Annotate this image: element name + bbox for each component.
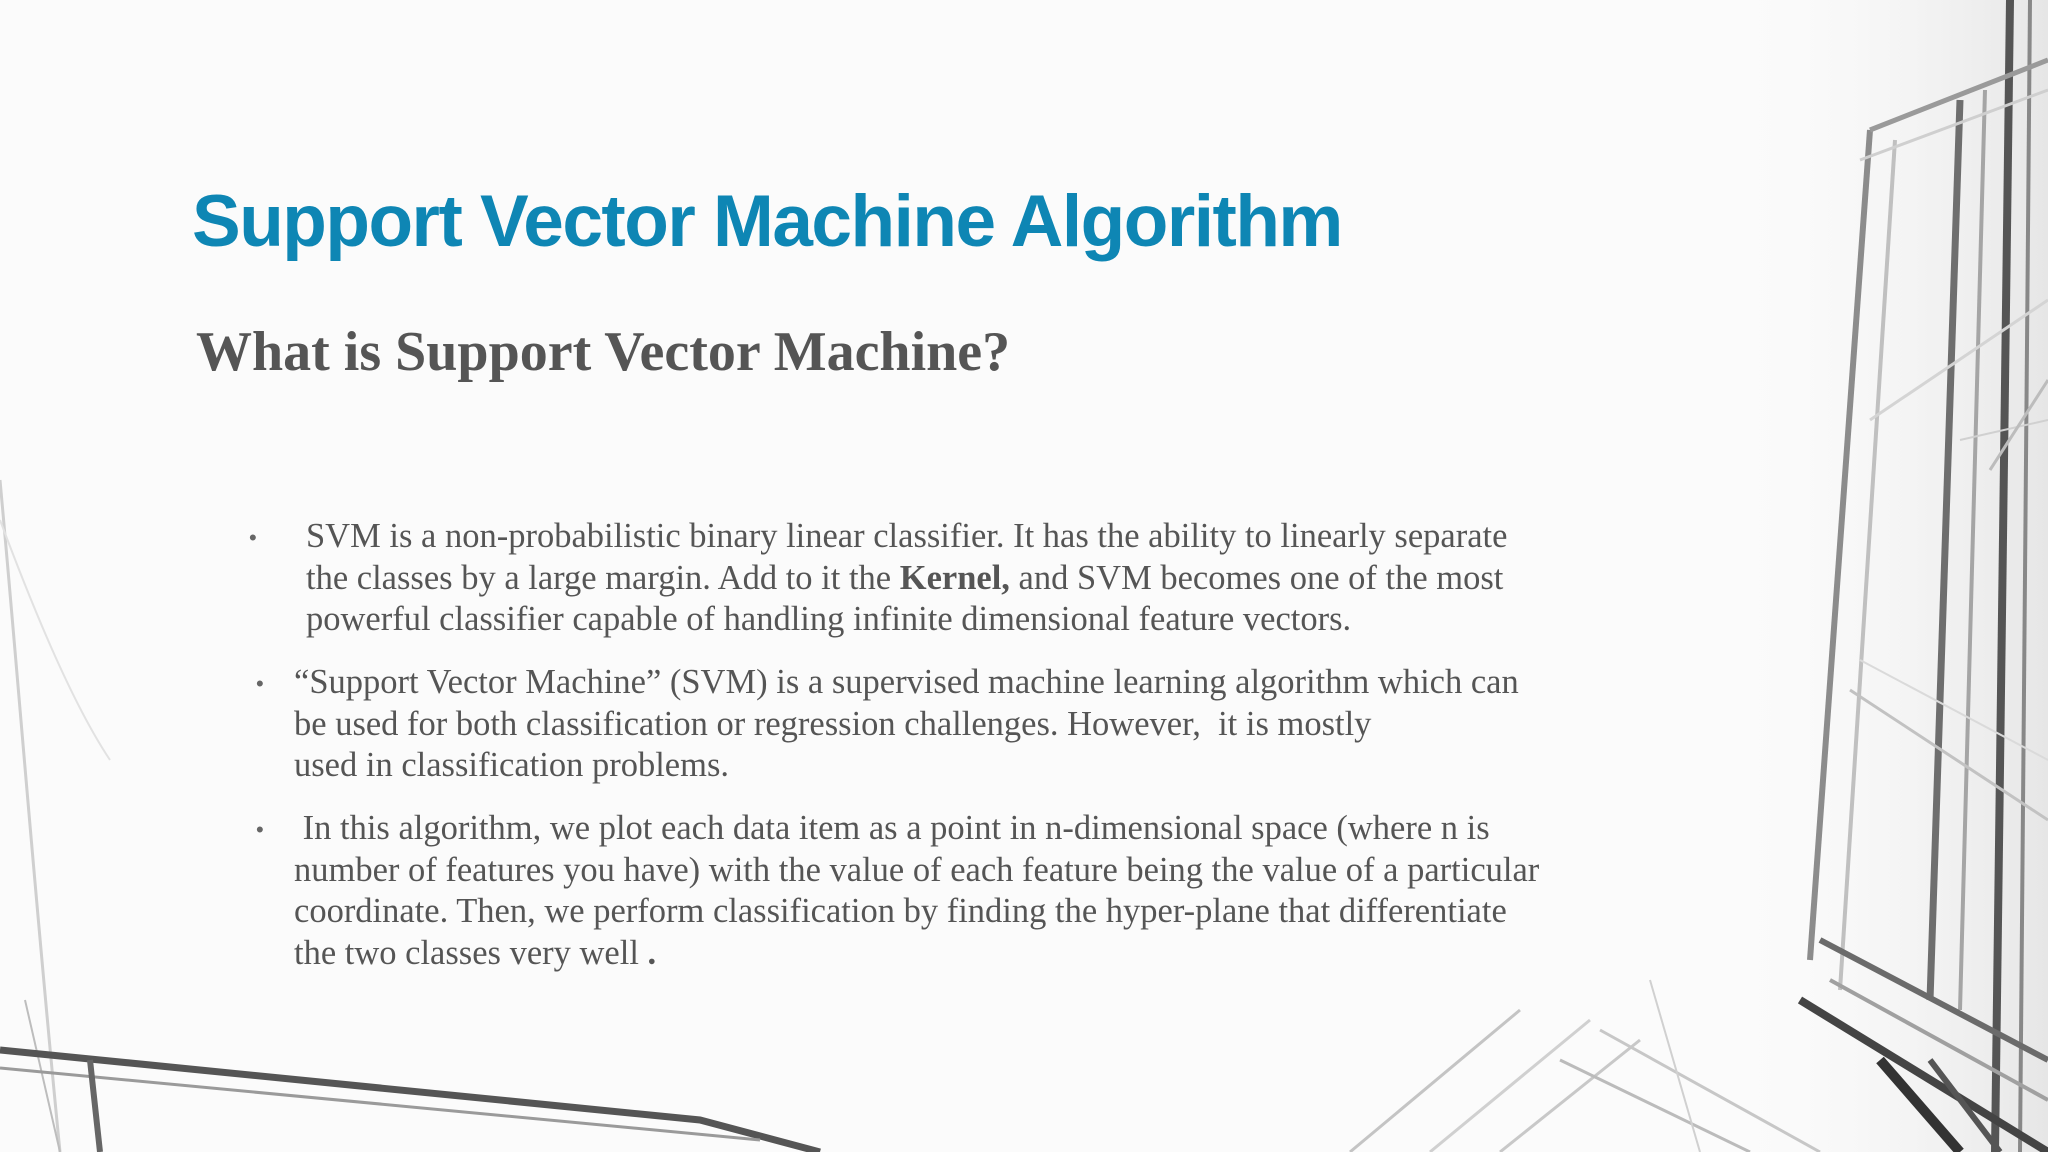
slide-title: Support Vector Machine Algorithm: [192, 181, 1342, 262]
bullet-item-2: [294, 662, 1519, 787]
bullet-1-line-2-rest: and SVM becomes one of the most: [1009, 558, 1504, 597]
bullet-2-line-3: used in classification problems.: [294, 746, 729, 784]
bullet-marker: •: [256, 671, 264, 696]
bullet-1-line-1: SVM is a non-probabilistic binary linear classifier. It has the ability to linearly separate: [306, 517, 1508, 555]
bullet-3-line-4-text: the two classes very well: [294, 933, 648, 972]
bullet-3-period: .: [647, 933, 657, 972]
bullet-3-line-4: [294, 933, 1539, 975]
bullet-marker: •: [256, 817, 264, 842]
bullet-item-3: [294, 808, 1539, 974]
bullet-3-line-2: number of features you have) with the value of each feature being the value of a particular: [294, 850, 1540, 889]
bullet-item-1: [306, 516, 1507, 641]
slide-subtitle: What is Support Vector Machine?: [196, 321, 1011, 383]
kernel-keyword: Kernel,: [899, 558, 1010, 597]
bullet-1-line-3: powerful classifier capable of handling infinite dimensional feature vectors.: [306, 600, 1352, 638]
bullet-2-line-1: “Support Vector Machine” (SVM) is a supervised machine learning algorithm which can: [294, 663, 1519, 701]
bullet-1-line-2: [306, 558, 1507, 600]
bullet-3-line-3: coordinate. Then, we perform classification by finding the hyper-plane that differentiate: [294, 892, 1507, 930]
bullet-1-line-2-text: the classes by a large margin. Add to it the: [306, 558, 900, 597]
bullet-3-line-1: In this algorithm, we plot each data item as a point in n-dimensional space (where n is: [294, 809, 1490, 847]
bullet-marker: •: [249, 525, 257, 550]
bullet-2-line-2: be used for both classification or regression challenges. However, it is mostly: [294, 704, 1372, 743]
